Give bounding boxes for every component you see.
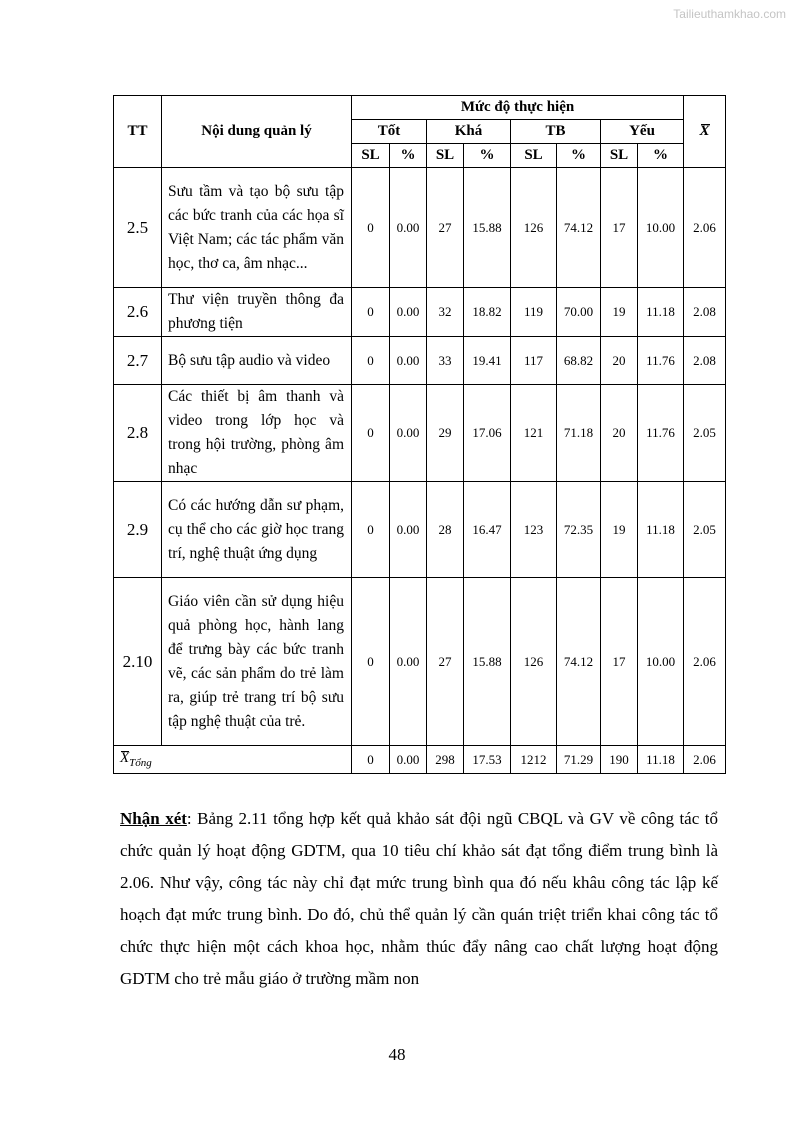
cell-yeu-pct: 11.76 (638, 385, 684, 482)
table-row (114, 385, 726, 482)
cell-tot-pct: 0.00 (390, 288, 427, 337)
cell-tb-pct: 71.18 (557, 385, 601, 482)
row-content: Bộ sưu tập audio và video (162, 337, 352, 385)
cell-mean: 2.06 (684, 168, 726, 288)
row-content: Các thiết bị âm thanh và video trong lớp học và trong hội trường, phòng âm nhạc (162, 385, 352, 482)
cell-kha-sl: 32 (427, 288, 464, 337)
row-tt: 2.10 (114, 578, 162, 746)
cell-yeu-pct: 11.18 (638, 288, 684, 337)
cell-tb-pct: 70.00 (557, 288, 601, 337)
header-sl: SL (427, 144, 464, 168)
cell-tot-sl: 0 (352, 337, 390, 385)
table-row (114, 578, 726, 746)
cell-kha-sl: 29 (427, 385, 464, 482)
cell-yeu-pct: 11.76 (638, 337, 684, 385)
cell-kha-pct: 15.88 (464, 578, 511, 746)
cell-tb-pct: 68.82 (557, 337, 601, 385)
cell-mean: 2.08 (684, 288, 726, 337)
total-row (114, 746, 726, 774)
cell-tot-sl: 0 (352, 168, 390, 288)
cell-tot-sl: 0 (352, 288, 390, 337)
total-kha-sl: 298 (427, 746, 464, 774)
table-row (114, 168, 726, 288)
cell-tot-sl: 0 (352, 482, 390, 578)
header-sl: SL (511, 144, 557, 168)
cell-kha-pct: 17.06 (464, 385, 511, 482)
cell-mean: 2.05 (684, 385, 726, 482)
cell-tb-sl: 119 (511, 288, 557, 337)
cell-tb-sl: 123 (511, 482, 557, 578)
total-tb-pct: 71.29 (557, 746, 601, 774)
cell-tot-sl: 0 (352, 385, 390, 482)
cell-yeu-pct: 10.00 (638, 578, 684, 746)
row-content: Giáo viên cần sử dụng hiệu quả phòng học, hành lang để trưng bày các bức tranh vẽ, các sản phẩm do trẻ làm ra, giúp trẻ trang trí bộ sưu tập nghệ thuật của trẻ. (162, 578, 352, 746)
table-row (114, 337, 726, 385)
cell-yeu-sl: 17 (601, 578, 638, 746)
watermark: Tailieuthamkhao.com (673, 7, 786, 21)
cell-tb-pct: 74.12 (557, 578, 601, 746)
cell-kha-sl: 27 (427, 168, 464, 288)
cell-kha-pct: 18.82 (464, 288, 511, 337)
row-tt: 2.5 (114, 168, 162, 288)
header-level-tb: TB (511, 120, 601, 144)
cell-yeu-sl: 19 (601, 288, 638, 337)
cell-kha-pct: 19.41 (464, 337, 511, 385)
row-tt: 2.7 (114, 337, 162, 385)
table-row (114, 482, 726, 578)
remark-paragraph (120, 803, 718, 995)
total-symbol: X (120, 750, 130, 766)
cell-mean: 2.05 (684, 482, 726, 578)
cell-tot-pct: 0.00 (390, 482, 427, 578)
total-label (114, 746, 352, 774)
cell-yeu-sl: 17 (601, 168, 638, 288)
cell-tot-pct: 0.00 (390, 385, 427, 482)
header-pct: % (464, 144, 511, 168)
cell-yeu-sl: 20 (601, 385, 638, 482)
header-sl: SL (601, 144, 638, 168)
header-level-group: Mức độ thực hiện (352, 96, 684, 120)
cell-kha-pct: 15.88 (464, 168, 511, 288)
page-number: 48 (388, 1045, 406, 1064)
cell-yeu-sl: 19 (601, 482, 638, 578)
cell-tb-sl: 117 (511, 337, 557, 385)
header-level-tot: Tốt (352, 120, 427, 144)
cell-mean: 2.06 (684, 578, 726, 746)
cell-tot-pct: 0.00 (390, 337, 427, 385)
total-tb-sl: 1212 (511, 746, 557, 774)
header-tt: TT (114, 96, 162, 168)
cell-tot-pct: 0.00 (390, 578, 427, 746)
row-tt: 2.8 (114, 385, 162, 482)
total-tot-pct: 0.00 (390, 746, 427, 774)
cell-yeu-pct: 11.18 (638, 482, 684, 578)
cell-yeu-sl: 20 (601, 337, 638, 385)
remark-lead: Nhận xét (120, 809, 187, 828)
header-pct: % (557, 144, 601, 168)
total-tot-sl: 0 (352, 746, 390, 774)
row-content: Thư viện truyền thông đa phương tiện (162, 288, 352, 337)
header-mean (684, 96, 726, 168)
cell-kha-sl: 27 (427, 578, 464, 746)
cell-mean: 2.08 (684, 337, 726, 385)
cell-tb-pct: 74.12 (557, 168, 601, 288)
cell-kha-pct: 16.47 (464, 482, 511, 578)
cell-kha-sl: 28 (427, 482, 464, 578)
header-content: Nội dung quản lý (162, 96, 352, 168)
row-tt: 2.9 (114, 482, 162, 578)
header-pct: % (638, 144, 684, 168)
cell-kha-sl: 33 (427, 337, 464, 385)
cell-yeu-pct: 10.00 (638, 168, 684, 288)
total-yeu-sl: 190 (601, 746, 638, 774)
total-subscript: Tổng (129, 757, 152, 769)
cell-tb-sl: 126 (511, 578, 557, 746)
survey-table (113, 95, 726, 774)
remark-text: : Bảng 2.11 tổng hợp kết quả khảo sát đội ngũ CBQL và GV về công tác tổ chức quản lý hoạt động GDTM, qua 10 tiêu chí khảo sát đạt tổng điểm trung bình là 2.06. Như vậy, công tác này chỉ đạt mức trung bình qua đó nếu khâu công tác lập kế hoạch đạt mức trung bình. Do đó, chủ thể quản lý cần quán triệt triển khai công tác tổ chức thực hiện một cách khoa học, nhằm thúc đẩy nâng cao chất lượng hoạt động GDTM cho trẻ mẫu giáo ở trường mầm non (120, 809, 718, 988)
cell-tb-sl: 121 (511, 385, 557, 482)
table-row (114, 288, 726, 337)
header-sl: SL (352, 144, 390, 168)
total-mean: 2.06 (684, 746, 726, 774)
cell-tot-sl: 0 (352, 578, 390, 746)
total-kha-pct: 17.53 (464, 746, 511, 774)
row-tt: 2.6 (114, 288, 162, 337)
row-content: Có các hướng dẫn sư phạm, cụ thể cho các giờ học trang trí, nghệ thuật ứng dụng (162, 482, 352, 578)
mean-symbol: X (699, 123, 710, 139)
row-content: Sưu tầm và tạo bộ sưu tập các bức tranh của các họa sĩ Việt Nam; các tác phẩm văn học, thơ ca, âm nhạc... (162, 168, 352, 288)
header-pct: % (390, 144, 427, 168)
header-level-yeu: Yếu (601, 120, 684, 144)
header-level-kha: Khá (427, 120, 511, 144)
cell-tb-pct: 72.35 (557, 482, 601, 578)
cell-tot-pct: 0.00 (390, 168, 427, 288)
total-yeu-pct: 11.18 (638, 746, 684, 774)
cell-tb-sl: 126 (511, 168, 557, 288)
